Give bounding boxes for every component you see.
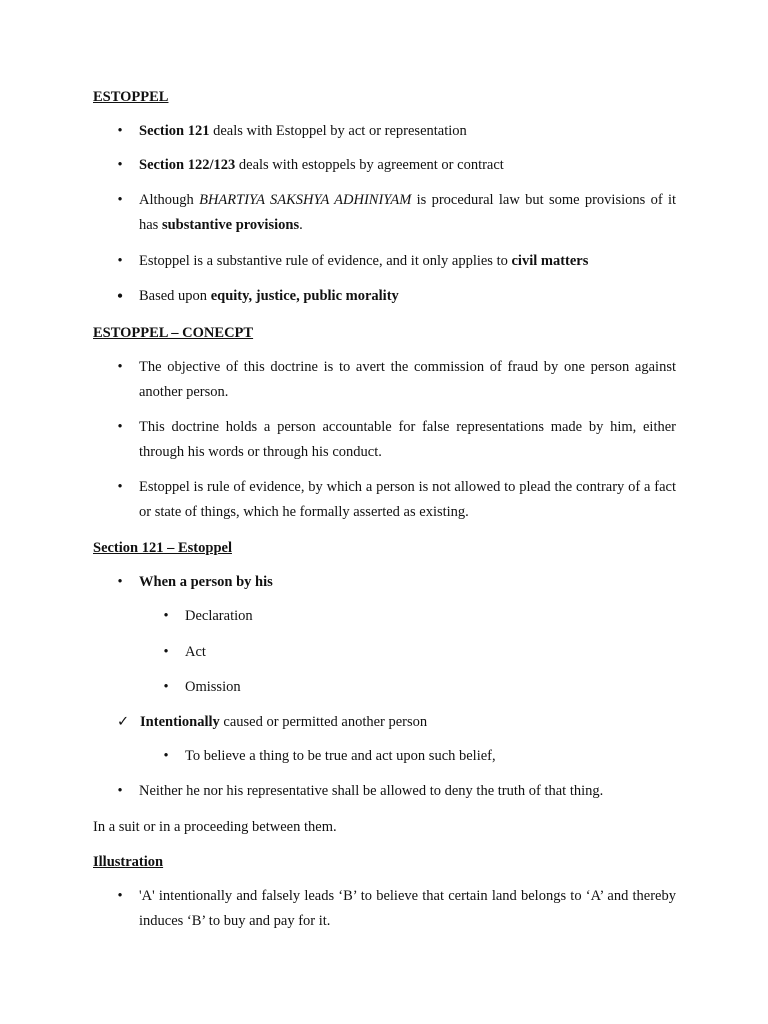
list-item <box>117 415 676 465</box>
bold-text: equity, justice, public morality <box>210 288 399 304</box>
item-text: To believe a thing to be true and act upon such belief, <box>185 748 496 764</box>
bullet: • <box>117 253 123 269</box>
bullet: • <box>163 748 169 764</box>
bold-text: civil matters <box>511 253 589 269</box>
bullet: • <box>117 123 123 139</box>
item-text: . <box>299 217 303 233</box>
bullet: • <box>117 574 123 590</box>
paragraph: In a suit or in a proceeding between them. <box>93 819 337 835</box>
list-item <box>117 249 676 274</box>
bullet: • <box>117 783 123 799</box>
item-text: 'A' intentionally and falsely leads ‘B’ to believe that certain land belongs to ‘A’ and thereby induces ‘B’ to buy and pay for it. <box>139 888 676 929</box>
checkmark-icon: ✓ <box>117 714 130 730</box>
list-item <box>117 884 676 934</box>
list-item <box>116 284 676 309</box>
bullet: • <box>117 192 123 208</box>
sub-list-item <box>163 640 675 665</box>
bold-text: Section 122/123 <box>139 157 236 173</box>
bullet: • <box>116 286 124 306</box>
heading-section-121: Section 121 – Estoppel <box>93 540 232 556</box>
list-item <box>117 779 676 804</box>
heading-illustration: Illustration <box>93 854 164 870</box>
item-text: Neither he nor his representative shall be allowed to deny the truth of that thing. <box>139 783 604 799</box>
item-text: Act <box>185 644 206 660</box>
heading-estoppel: ESTOPPEL <box>93 89 169 105</box>
bold-text: Section 121 <box>139 123 210 139</box>
item-text: Based upon <box>139 288 211 304</box>
item-text: Although <box>139 192 200 208</box>
bullet: • <box>163 679 169 695</box>
bullet: • <box>117 419 123 435</box>
heading-estoppel-concept: ESTOPPEL – CONECPT <box>93 325 254 341</box>
sub-list-item <box>163 675 675 700</box>
item-text: Estoppel is a substantive rule of evidence, and it only applies to <box>139 253 512 269</box>
item-text: deals with Estoppel by act or representation <box>209 123 467 139</box>
bold-text: When a person by his <box>139 574 273 590</box>
list-item <box>117 475 676 525</box>
item-text: The objective of this doctrine is to avert the commission of fraud by one person against another person. <box>139 359 676 400</box>
bullet: • <box>117 479 123 495</box>
bullet: • <box>163 608 169 624</box>
list-item <box>117 355 676 405</box>
list-item <box>117 570 676 595</box>
check-item <box>117 710 427 735</box>
bullet: • <box>163 644 169 660</box>
item-text: is procedural law but some provisions of it has <box>139 192 677 233</box>
item-text: deals with estoppels by agreement or contract <box>235 157 504 173</box>
item-text: Estoppel is rule of evidence, by which a person is not allowed to plead the contrary of a fact or state of things, which he formally asserted as existing. <box>139 479 676 520</box>
bullet: • <box>117 157 123 173</box>
item-text: Omission <box>185 679 241 695</box>
italic-text: BHARTIYA SAKSHYA ADHINIYAM <box>199 192 412 208</box>
sub-list-item <box>163 744 675 769</box>
bullet: • <box>117 359 123 375</box>
list-item <box>117 188 677 238</box>
item-text: Declaration <box>185 608 253 624</box>
item-text: This doctrine holds a person accountable for false representations made by him, either through his words or through his conduct. <box>139 419 676 460</box>
list-item <box>117 153 676 178</box>
bold-text: substantive provisions <box>161 217 300 233</box>
bullet: • <box>117 888 123 904</box>
bold-text: Intentionally <box>140 714 220 730</box>
list-item <box>117 119 676 144</box>
sub-list-item <box>163 604 675 629</box>
item-text: caused or permitted another person <box>219 714 428 730</box>
